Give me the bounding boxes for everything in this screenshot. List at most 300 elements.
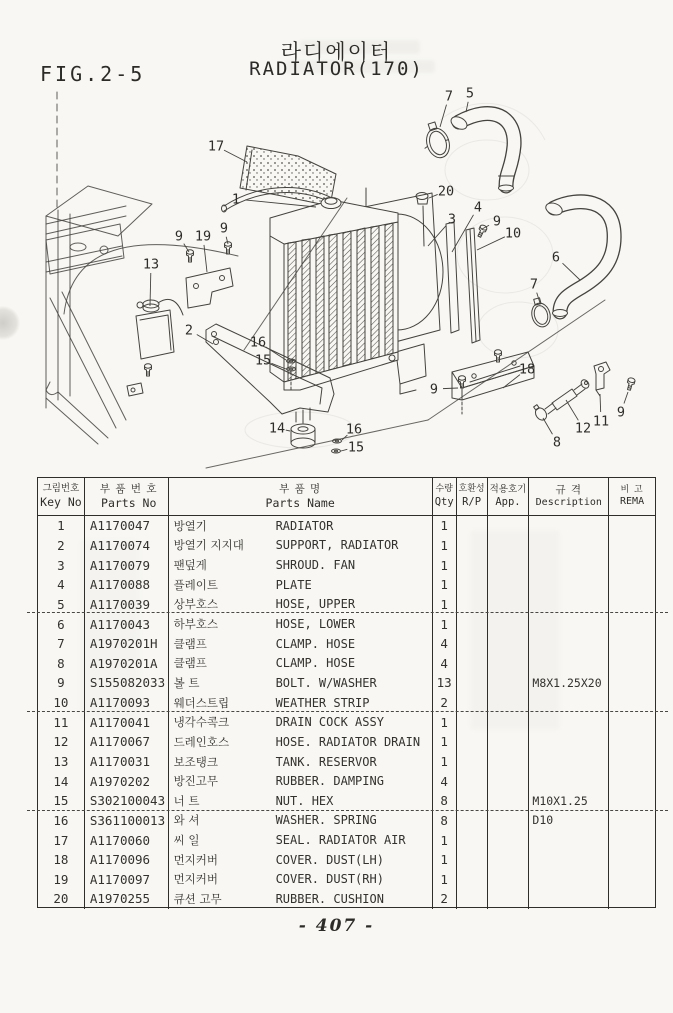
header-description-en: Description (535, 496, 602, 508)
cell-rp (457, 771, 488, 791)
cell-remark (609, 712, 655, 732)
header-qty-kr: 수량 (435, 484, 453, 495)
upper-hose (449, 114, 514, 191)
diagram (0, 0, 673, 470)
cell-description (529, 555, 609, 575)
cell-rp (457, 653, 488, 673)
callout-leader-18 (503, 375, 520, 388)
part-name-kr: 팬덮게 (173, 558, 207, 573)
cell-qty: 2 (433, 889, 457, 909)
header-parts-no (85, 478, 169, 515)
callout-leader-9 (443, 388, 458, 389)
cell-app (488, 752, 530, 772)
part-name-en: DRAIN COCK ASSY (275, 715, 384, 730)
cell-description (529, 536, 609, 556)
cell-description (529, 693, 609, 713)
parts-table (37, 477, 656, 908)
part-name-kr: 방열기 (173, 518, 207, 533)
header-rp (457, 478, 488, 515)
table-row (38, 850, 655, 870)
part-name-en: HOSE, LOWER (275, 617, 356, 632)
cell-app (488, 870, 530, 890)
table-row (38, 732, 655, 752)
callout-leader-6 (562, 263, 580, 280)
table-row (38, 811, 655, 831)
part-name-en: WEATHER STRIP (275, 695, 370, 710)
cell-app (488, 811, 530, 831)
callout-leader-11 (600, 394, 601, 412)
cell-description (529, 712, 609, 732)
part-name-kr: 웨더스트립 (173, 695, 230, 710)
cell-app (488, 634, 530, 654)
header-parts-name-en: Parts Name (265, 495, 335, 510)
cell-rp (457, 791, 488, 811)
cell-qty: 8 (433, 791, 457, 811)
part-name-en: RADIATOR (275, 518, 334, 533)
plate (446, 222, 459, 333)
header-description-kr: 규 격 (555, 483, 583, 496)
cell-qty: 4 (433, 771, 457, 791)
cell-qty: 1 (433, 732, 457, 752)
part-name-en: RUBBER. DAMPING (275, 774, 384, 789)
part-name-kr: 하부호스 (173, 617, 219, 632)
callout-10: 10 (504, 225, 522, 242)
cell-parts-no: A1170079 (85, 555, 169, 575)
cell-key-no: 15 (38, 791, 85, 811)
table-row (38, 575, 655, 595)
part-name-kr: 클램프 (173, 656, 207, 671)
callout-15: 15 (254, 352, 272, 369)
figure-label: FIG.2-5 (40, 62, 146, 86)
cell-app (488, 653, 530, 673)
cell-parts-no: A1170060 (85, 830, 169, 850)
cell-key-no: 8 (38, 653, 85, 673)
cell-rp (457, 575, 488, 595)
cell-description (529, 516, 609, 536)
header-app (488, 478, 530, 515)
callout-leader-9 (226, 237, 228, 244)
part-name-en: SEAL. RADIATOR AIR (275, 833, 406, 848)
callout-19: 19 (194, 228, 212, 245)
cell-parts-name (169, 791, 433, 811)
part-name-en: SHROUD. FAN (275, 558, 356, 573)
part-name-en: HOSE. RADIATOR DRAIN (275, 734, 421, 749)
callout-1: 1 (231, 191, 241, 208)
cell-app (488, 673, 530, 693)
cell-key-no: 12 (38, 732, 85, 752)
header-remark-kr: 비 고 (620, 484, 644, 495)
part-name-kr: 먼지커버 (173, 872, 219, 887)
callout-7: 7 (529, 276, 539, 293)
cell-description (529, 752, 609, 772)
header-remark (609, 478, 655, 515)
reservoir-tank (127, 299, 183, 396)
part-name-en: HOSE, UPPER (275, 597, 356, 612)
cell-remark (609, 811, 655, 831)
cell-qty: 1 (433, 614, 457, 634)
table-row (38, 516, 655, 536)
group-separator (27, 612, 668, 613)
cell-key-no: 6 (38, 614, 85, 634)
cell-qty: 1 (433, 850, 457, 870)
part-name-en: WASHER. SPRING (275, 813, 377, 828)
cell-qty: 1 (433, 536, 457, 556)
part-name-en: RUBBER. CUSHION (275, 891, 384, 906)
cell-description (529, 889, 609, 909)
cell-app (488, 555, 530, 575)
header-rp-en: R/P (462, 495, 482, 508)
cell-remark (609, 555, 655, 575)
cell-key-no: 14 (38, 771, 85, 791)
cell-qty: 1 (433, 575, 457, 595)
cell-description (529, 870, 609, 890)
cell-parts-no: A1170041 (85, 712, 169, 732)
part-name-en: CLAMP. HOSE (275, 636, 356, 651)
part-name-en: SUPPORT, RADIATOR (275, 538, 399, 553)
cell-parts-no: A1170047 (85, 516, 169, 536)
cell-rp (457, 693, 488, 713)
cell-remark (609, 830, 655, 850)
header-key-no-en: Key No (40, 495, 82, 510)
callout-3: 3 (447, 211, 457, 228)
callout-16: 16 (249, 334, 267, 351)
header-app-kr: 적용호기 (489, 484, 527, 495)
cell-qty: 2 (433, 693, 457, 713)
cell-description: M10X1.25 (529, 791, 609, 811)
cell-rp (457, 634, 488, 654)
page-number: - 407 - (298, 916, 375, 936)
table-row (38, 614, 655, 634)
callout-8: 8 (552, 434, 562, 451)
cell-description: M8X1.25X20 (529, 673, 609, 693)
table-row (38, 771, 655, 791)
cell-remark (609, 850, 655, 870)
callout-4: 4 (473, 199, 483, 216)
cell-qty: 1 (433, 830, 457, 850)
callout-20: 20 (437, 183, 455, 200)
cell-description (529, 732, 609, 752)
table-header-row (38, 478, 655, 516)
part-name-kr: 보조탱크 (173, 754, 219, 769)
cell-parts-name (169, 693, 433, 713)
callout-14: 14 (268, 420, 286, 437)
table-row (38, 536, 655, 556)
cell-parts-no: A1970201H (85, 634, 169, 654)
cell-description (529, 575, 609, 595)
table-row (38, 555, 655, 575)
part-name-kr: 너 트 (173, 793, 200, 808)
cell-rp (457, 516, 488, 536)
cell-app (488, 693, 530, 713)
table-row (38, 653, 655, 673)
cell-app (488, 791, 530, 811)
header-parts-name-kr: 부 품 명 (279, 482, 322, 495)
cell-key-no: 11 (38, 712, 85, 732)
cell-parts-no: A1970202 (85, 771, 169, 791)
weather-strip (466, 228, 480, 343)
cell-key-no: 5 (38, 595, 85, 615)
callout-2: 2 (184, 322, 194, 339)
callout-9: 9 (616, 404, 626, 421)
cell-key-no: 4 (38, 575, 85, 595)
callout-leader-2 (197, 335, 213, 344)
header-app-en: App. (495, 495, 521, 508)
cell-remark (609, 673, 655, 693)
cell-key-no: 18 (38, 850, 85, 870)
callout-7: 7 (444, 88, 454, 105)
table-row (38, 889, 655, 909)
part-name-en: NUT. HEX (275, 793, 334, 808)
cell-key-no: 10 (38, 693, 85, 713)
callout-leader-9 (624, 392, 628, 404)
table-row (38, 870, 655, 890)
parts-table-body (38, 516, 655, 909)
cell-app (488, 889, 530, 909)
cell-qty: 4 (433, 653, 457, 673)
cell-remark (609, 536, 655, 556)
part-name-en: COVER. DUST(RH) (275, 872, 384, 887)
header-qty-en: Qty (434, 495, 454, 508)
cell-app (488, 771, 530, 791)
cell-rp (457, 889, 488, 909)
part-name-kr: 드레인호스 (173, 734, 230, 749)
table-row (38, 673, 655, 693)
cell-rp (457, 811, 488, 831)
cell-parts-name (169, 870, 433, 890)
callout-15: 15 (347, 439, 365, 456)
cell-key-no: 2 (38, 536, 85, 556)
header-remark-en: REMA (620, 495, 645, 507)
cell-parts-name (169, 614, 433, 634)
cell-parts-no: A1170039 (85, 595, 169, 615)
part-name-kr: 큐션 고무 (173, 891, 222, 906)
cell-description (529, 830, 609, 850)
group-separator (27, 810, 668, 811)
cell-description (529, 614, 609, 634)
cell-parts-no: A1170067 (85, 732, 169, 752)
cell-remark (609, 653, 655, 673)
part-name-en: CLAMP. HOSE (275, 656, 356, 671)
callout-9: 9 (429, 381, 439, 398)
cell-key-no: 1 (38, 516, 85, 536)
callout-16: 16 (345, 421, 363, 438)
table-row (38, 791, 655, 811)
cell-rp (457, 536, 488, 556)
callout-13: 13 (142, 256, 160, 273)
callout-5: 5 (465, 85, 475, 102)
callout-leader-15 (341, 449, 347, 451)
cell-parts-no: S155082033 (85, 673, 169, 693)
cell-remark (609, 634, 655, 654)
part-name-en: TANK. RESERVOR (275, 754, 377, 769)
cell-description: D10 (529, 811, 609, 831)
part-name-kr: 방열기 지지대 (173, 538, 244, 553)
header-description (529, 478, 609, 515)
cell-parts-name (169, 712, 433, 732)
cell-parts-name (169, 889, 433, 909)
header-qty (433, 478, 457, 515)
cell-parts-name (169, 830, 433, 850)
cell-remark (609, 575, 655, 595)
cell-parts-no: A1170031 (85, 752, 169, 772)
cell-parts-no: A1170097 (85, 870, 169, 890)
cell-parts-name (169, 752, 433, 772)
drain-cock (594, 362, 636, 396)
cell-qty: 1 (433, 712, 457, 732)
cell-parts-no: S302100043 (85, 791, 169, 811)
table-row (38, 693, 655, 713)
callout-12: 12 (574, 420, 592, 437)
cell-rp (457, 614, 488, 634)
callout-leader-17 (224, 150, 247, 162)
callout-leader-8 (543, 418, 552, 434)
cell-app (488, 575, 530, 595)
cell-remark (609, 516, 655, 536)
cell-remark (609, 614, 655, 634)
cell-key-no: 20 (38, 889, 85, 909)
cell-key-no: 17 (38, 830, 85, 850)
page-title-english: RADIATOR(170) (249, 58, 424, 80)
callout-6: 6 (551, 249, 561, 266)
cell-app (488, 536, 530, 556)
group-separator (27, 711, 668, 712)
cell-parts-name (169, 771, 433, 791)
cell-rp (457, 555, 488, 575)
cell-remark (609, 889, 655, 909)
cell-parts-name (169, 575, 433, 595)
cell-qty: 13 (433, 673, 457, 693)
cell-key-no: 16 (38, 811, 85, 831)
hose-clamp-upper (418, 120, 453, 162)
cell-parts-no: S361100013 (85, 811, 169, 831)
header-parts-no-kr: 부 품 번 호 (99, 482, 158, 495)
header-rp-kr: 호환성 (458, 484, 485, 495)
cell-remark (609, 732, 655, 752)
cell-parts-name (169, 555, 433, 575)
part-name-kr: 와 셔 (173, 813, 200, 828)
cell-key-no: 7 (38, 634, 85, 654)
header-key-no (38, 478, 85, 515)
cell-qty: 1 (433, 595, 457, 615)
cell-description (529, 850, 609, 870)
table-row (38, 712, 655, 732)
header-parts-no-en: Parts No (101, 495, 157, 510)
callout-9: 9 (492, 213, 502, 230)
cell-app (488, 614, 530, 634)
cell-parts-name (169, 850, 433, 870)
part-name-en: BOLT. W/WASHER (275, 675, 377, 690)
table-row (38, 634, 655, 654)
cell-app (488, 732, 530, 752)
part-name-kr: 씨 일 (173, 833, 200, 848)
part-name-en: PLATE (275, 577, 312, 592)
cell-app (488, 516, 530, 536)
part-name-kr: 클램프 (173, 636, 207, 651)
callout-9: 9 (219, 220, 229, 237)
cell-remark (609, 870, 655, 890)
cell-qty: 1 (433, 870, 457, 890)
bolt (476, 224, 488, 238)
cell-rp (457, 732, 488, 752)
cell-parts-name (169, 536, 433, 556)
cell-rp (457, 850, 488, 870)
cell-description (529, 634, 609, 654)
part-name-kr: 상부호스 (173, 597, 219, 612)
dust-cover (452, 350, 534, 414)
cell-qty: 1 (433, 752, 457, 772)
cell-description (529, 653, 609, 673)
cell-parts-no: A1970255 (85, 889, 169, 909)
cell-remark (609, 693, 655, 713)
cell-key-no: 13 (38, 752, 85, 772)
cell-app (488, 850, 530, 870)
part-name-kr: 플레이트 (173, 577, 219, 592)
cell-qty: 1 (433, 555, 457, 575)
table-row (38, 752, 655, 772)
callout-11: 11 (592, 413, 610, 430)
cell-rp (457, 712, 488, 732)
table-row (38, 830, 655, 850)
callout-leader-10 (477, 237, 505, 250)
cell-parts-name (169, 811, 433, 831)
cell-rp (457, 830, 488, 850)
cell-parts-no: A1170093 (85, 693, 169, 713)
part-name-kr: 냉각수콕크 (173, 715, 230, 730)
cell-remark (609, 752, 655, 772)
cell-qty: 1 (433, 516, 457, 536)
cell-remark (609, 771, 655, 791)
cell-parts-name (169, 732, 433, 752)
cell-rp (457, 673, 488, 693)
part-name-kr: 볼 트 (173, 675, 200, 690)
callout-9: 9 (174, 228, 184, 245)
callout-18: 18 (518, 361, 536, 378)
cell-parts-no: A1170096 (85, 850, 169, 870)
dust-bracket (186, 242, 233, 308)
cell-rp (457, 870, 488, 890)
cell-qty: 4 (433, 634, 457, 654)
cell-parts-name (169, 673, 433, 693)
cell-key-no: 19 (38, 870, 85, 890)
cell-parts-name (169, 516, 433, 536)
cell-app (488, 712, 530, 732)
page-title-korean: 라디에이터 (280, 40, 393, 64)
cell-parts-no: A1970201A (85, 653, 169, 673)
callout-leader-12 (566, 400, 578, 420)
cell-app (488, 830, 530, 850)
cell-parts-name (169, 634, 433, 654)
cell-key-no: 3 (38, 555, 85, 575)
part-name-en: COVER. DUST(LH) (275, 852, 384, 867)
cell-parts-name (169, 653, 433, 673)
part-name-kr: 먼지커버 (173, 852, 219, 867)
header-parts-name (169, 478, 433, 515)
cell-parts-no: A1170088 (85, 575, 169, 595)
damping-rubber (291, 410, 315, 448)
callout-17: 17 (207, 138, 225, 155)
part-name-kr: 방진고무 (173, 774, 219, 789)
cell-parts-no: A1170074 (85, 536, 169, 556)
drain-hose (531, 378, 590, 422)
cell-rp (457, 752, 488, 772)
callout-leader-14 (286, 430, 290, 431)
callout-leader-13 (150, 273, 151, 306)
cell-key-no: 9 (38, 673, 85, 693)
header-key-no-kr: 그림번호 (42, 483, 80, 495)
cell-remark (609, 791, 655, 811)
cell-parts-no: A1170043 (85, 614, 169, 634)
cell-qty: 8 (433, 811, 457, 831)
